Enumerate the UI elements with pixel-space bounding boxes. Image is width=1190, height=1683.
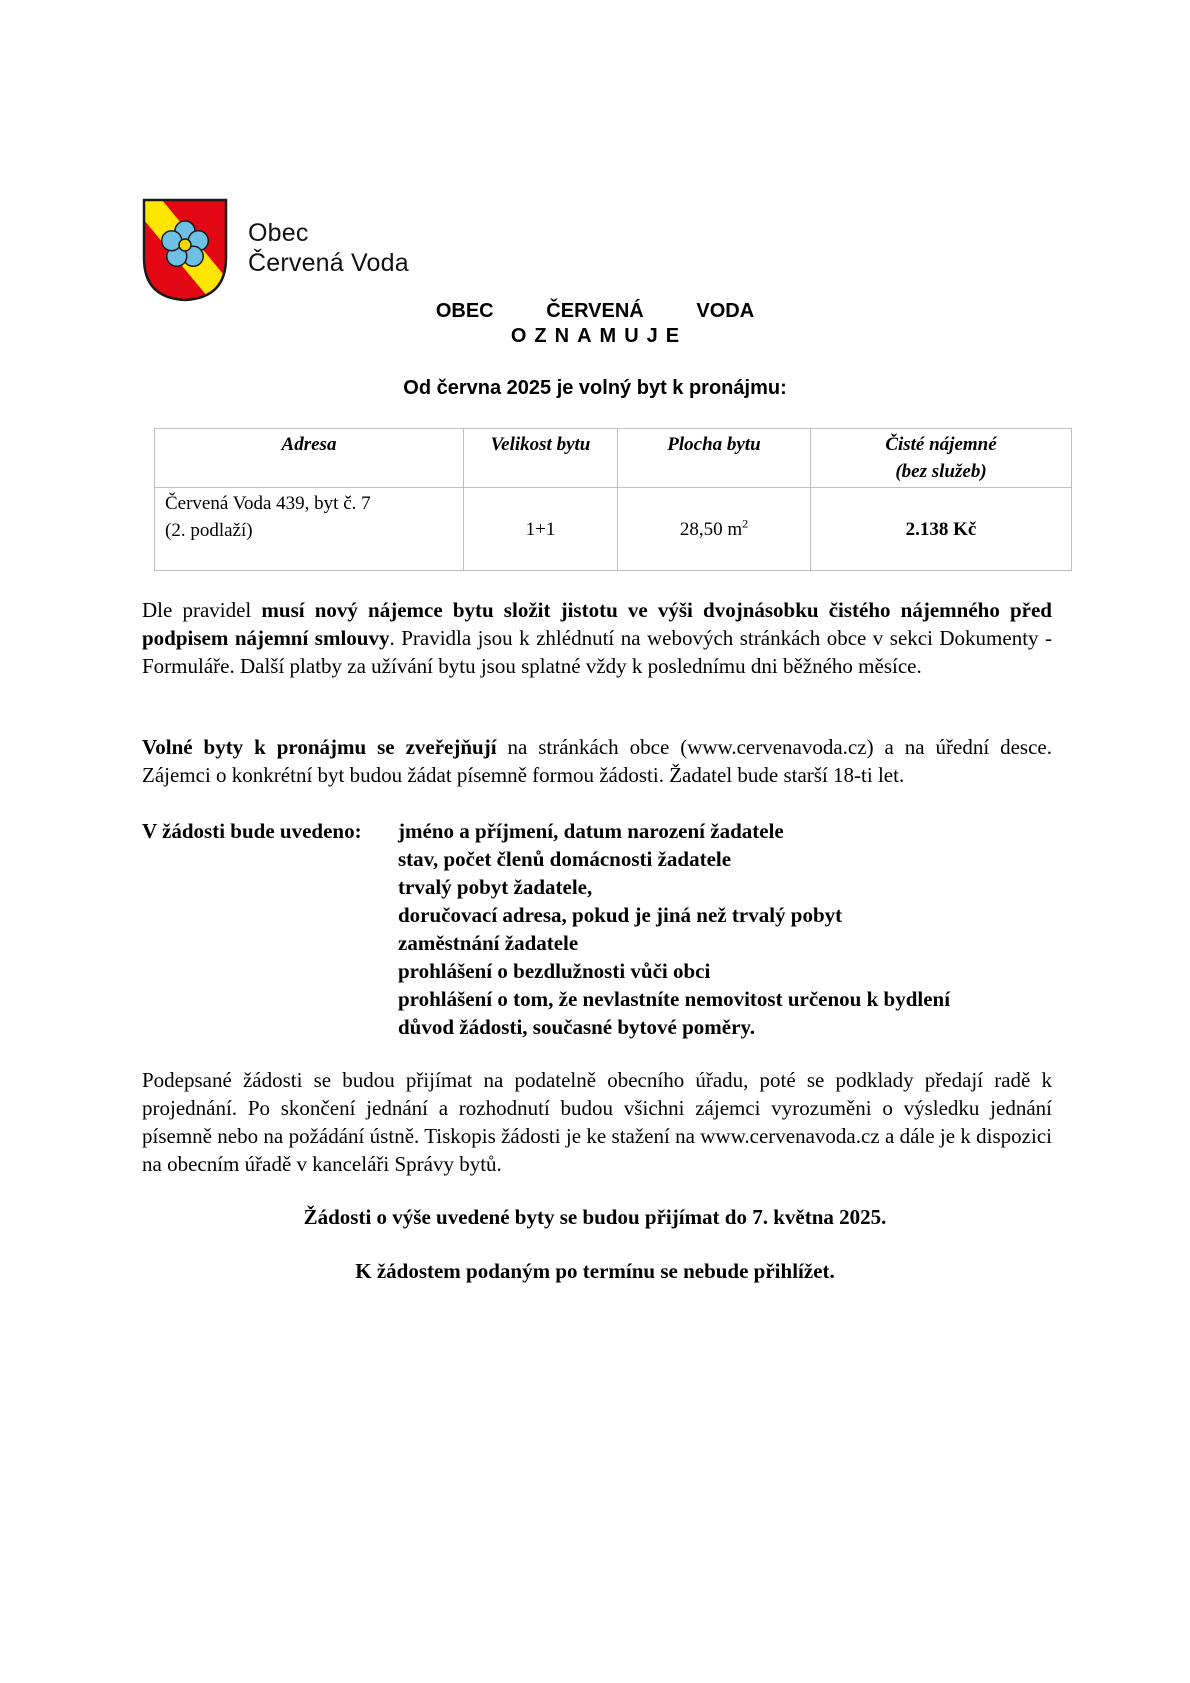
area-value: 28,50 m <box>679 518 743 540</box>
deposit-intro: Dle pravidel <box>142 598 262 622</box>
list-item: zaměstnání žadatele <box>398 931 579 955</box>
table-header-row <box>155 429 1072 488</box>
area-exponent: 2 <box>742 516 749 531</box>
address-line-1: Červená Voda 439, byt č. 7 <box>165 493 371 514</box>
cell-address <box>155 488 464 571</box>
heading-municipality: OBEC ČERVENÁ VODA <box>435 300 755 322</box>
municipality-logo <box>142 198 442 302</box>
header-rent <box>811 429 1072 488</box>
deposit-rest: . Pravidla jsou k zhlédnutí na webových stránkách obce v sekci Dokumenty - Formuláře. Další platby za užívání bytu jsou splatné vždy k poslednímu dni běžného měsíce. <box>142 626 1052 678</box>
publication-rest: na stránkách obce (www.cervenavoda.cz) a na úřední desce. Zájemci o konkrétní byt budou žádat písemně formou žádosti. Žadatel bude starší 18-ti let. <box>142 735 1052 787</box>
cell-area <box>618 488 811 571</box>
header-address: Adresa <box>155 429 464 488</box>
list-item: jméno a příjmení, datum narození žadatele <box>398 819 784 843</box>
submission-paragraph: Podepsané žádosti se budou přijímat na podatelně obecního úřadu, poté se podklady předají radě k projednání. Po skončení jednání a rozhodnutí budou všichni zájemci vyrozuměni o výsledku jednání písemně nebo na požádání ústně. Tiskopis žádosti je ke stažení na www.cervenavoda.cz a dále je k dispozici na obecním úřadě v kanceláři Správy bytů. <box>142 1068 1052 1176</box>
heading-subtitle: Od června 2025 je volný byt k pronájmu: <box>403 377 787 399</box>
list-item: stav, počet členů domácnosti žadatele <box>398 847 732 871</box>
header-rent-line-2: (bez služeb) <box>895 461 987 482</box>
address-line-2: (2. podlaží) <box>165 520 253 541</box>
apartment-table <box>154 428 1072 571</box>
header-area: Plocha bytu <box>618 429 811 488</box>
list-item: doručovací adresa, pokud je jiná než trvalý pobyt <box>398 903 843 927</box>
deposit-emphasis: musí nový nájemce bytu složit jistotu ve výši dvojnásobku čistého nájemného před podpisem nájemní smlouvy <box>142 598 1052 650</box>
requirements-label: V žádosti bude uvedeno: <box>142 819 362 843</box>
heading-announces: OZNAMUJE <box>510 325 688 347</box>
deposit-paragraph <box>142 596 1052 680</box>
coat-of-arms-icon <box>142 198 228 302</box>
header-size: Velikost bytu <box>464 429 618 488</box>
deadline-notice: Žádosti o výše uvedené byty se budou přijímat do 7. května 2025. <box>303 1205 887 1229</box>
logo-wordmark <box>248 218 409 278</box>
publication-paragraph <box>142 733 1052 789</box>
publication-emphasis: Volné byty k pronájmu se zveřejňují <box>142 735 497 759</box>
logo-line-2: Červená Voda <box>248 249 409 277</box>
cell-size: 1+1 <box>464 488 618 571</box>
late-submission-notice: K žádostem podaným po termínu se nebude přihlížet. <box>355 1259 835 1283</box>
list-item: prohlášení o bezdlužnosti vůči obci <box>398 959 711 983</box>
list-item: důvod žádosti, současné bytové poměry. <box>398 1015 756 1039</box>
table-row <box>155 488 1072 571</box>
cell-rent: 2.138 Kč <box>811 488 1072 571</box>
header-rent-line-1: Čisté nájemné <box>885 434 997 455</box>
list-item: prohlášení o tom, že nevlastníte nemovitost určenou k bydlení <box>398 987 951 1011</box>
logo-line-1: Obec <box>248 219 309 247</box>
requirements-list <box>398 817 1078 1041</box>
list-item: trvalý pobyt žadatele, <box>398 875 593 899</box>
